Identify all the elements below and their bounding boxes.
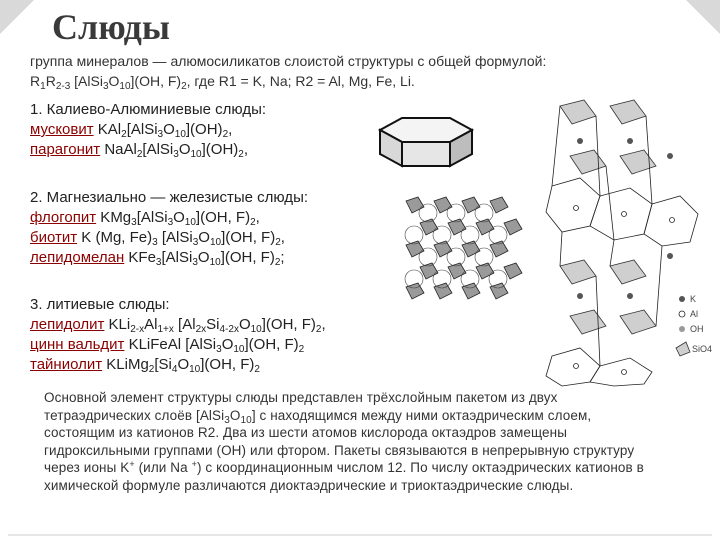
mineral-link[interactable]: цинн вальдит — [30, 336, 125, 353]
legend-sio4-label: SiO4 — [692, 344, 713, 354]
mineral-link[interactable]: парагонит — [30, 141, 101, 158]
intro-text — [30, 51, 670, 91]
list-item: парагонит $NaAl_2[AlSi_3O_{10}](OH)_2$, — [30, 141, 249, 160]
crystal-image — [360, 108, 490, 176]
section-3 — [30, 295, 326, 375]
legend-k-label: K — [690, 294, 697, 304]
list-item: цинн вальдит KLiFeAl $[AlSi_3O_{10}](OH$, $F)_2$ — [30, 336, 305, 355]
section-2 — [30, 188, 308, 268]
legend-oh-marker — [679, 326, 685, 332]
mineral-link[interactable]: лепидомелан — [30, 249, 125, 266]
list-item: биотит K (Mg, $Fe)_3$ $[AlSi_3O_{10}](OH$, $F)_2$, — [30, 229, 285, 248]
legend-al-label: Al — [690, 309, 699, 319]
corner-decoration — [0, 0, 34, 34]
legend-oh-label: OH — [690, 324, 704, 334]
list-item: тайниолит $KLiMg_2[Si_4O_{10}](OH$, $F)_2$ — [30, 356, 260, 375]
intro-line-1: группа минералов — алюмосиликатов слоистой структуры с общей формулой: — [30, 53, 547, 69]
mineral-link[interactable]: лепидолит — [30, 316, 105, 333]
list-item: флогопит $KMg_3[AlSi_3O_{10}](OH$, $F)_2$, — [30, 209, 260, 228]
mineral-link[interactable]: биотит — [30, 229, 78, 246]
list-item: лепидомелан $KFe_3[AlSi_3O_{10}](OH$, $F)_2$; — [30, 249, 285, 268]
frame-line — [8, 534, 712, 536]
mica-structure-image — [540, 96, 718, 388]
intro-line-2: $R_1R_{2-3}$ $[AlSi_3O_{10}](OH$, $F)_2$, где R1 = K, Na; R2 = Al, Mg, Fe, Li. — [30, 73, 415, 92]
mineral-link[interactable]: флогопит — [30, 209, 97, 226]
section-3-heading: 3. литиевые слюды: — [30, 296, 170, 313]
list-item: мусковит $KAl_2[AlSi_3O_{10}](OH)_2$, — [30, 121, 233, 140]
list-item: лепидолит $KLi_{2-x}Al_{1+x}$ $[Al_{2x}Si_{4-2x}O_{10}](OH$, $F)_2$, — [30, 316, 326, 335]
section-1 — [30, 100, 266, 160]
corner-decoration — [686, 0, 720, 34]
mineral-link[interactable]: мусковит — [30, 121, 94, 138]
description-paragraph: Основной элемент структуры слюды представлен трёхслойным пакетом из двух тетраэдрических слоёв $[AlSi_3O_{10}]$ с находящимся между ними октаэдрическим слоем, состоящим из катионов R2. Два из шести атомов кислорода октаэдров замещены гидроксильными группами (ОН) или фтором. Пакеты связываются в непрерывную структуру через ионы K+ (или Na +) с координационным числом 12. По числу октаэдрических катионов в химической формуле различаются диоктаэдрические и триоктаэдрические слюды. — [44, 390, 644, 493]
legend-al-marker — [679, 311, 685, 317]
section-2-heading: 2. Магнезиально — железистые слюды: — [30, 189, 309, 206]
page-title: Слюды — [52, 7, 170, 47]
section-1-heading: 1. Калиево-Алюминиевые слюды: — [30, 101, 267, 118]
mineral-link[interactable]: тайниолит — [30, 356, 103, 373]
sheet-structure-image — [398, 193, 528, 303]
legend-k-marker — [679, 296, 685, 302]
